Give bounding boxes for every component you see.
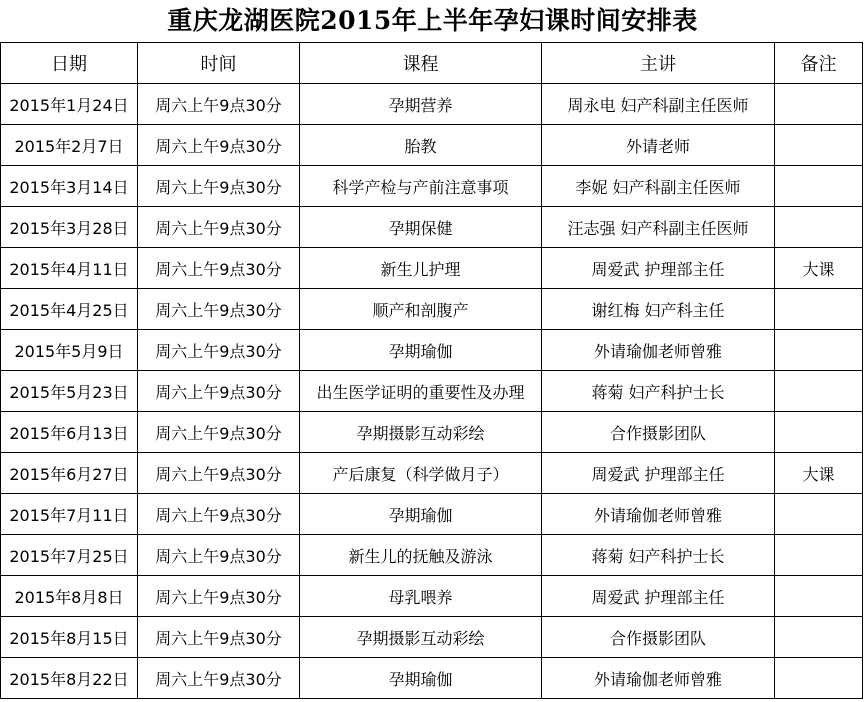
cell-note: [775, 658, 863, 699]
cell-date: 2015年4月25日: [1, 289, 138, 330]
table-row: [1, 207, 863, 248]
cell-date: 2015年7月25日: [1, 535, 138, 576]
cell-time: 周六上午9点30分: [138, 494, 300, 535]
cell-time: 周六上午9点30分: [138, 207, 300, 248]
table-row: [1, 248, 863, 289]
cell-note: [775, 207, 863, 248]
cell-time: 周六上午9点30分: [138, 371, 300, 412]
cell-speaker: 汪志强 妇产科副主任医师: [542, 207, 775, 248]
header-speaker: 主讲: [542, 43, 775, 84]
cell-speaker: 合作摄影团队: [542, 617, 775, 658]
cell-time: 周六上午9点30分: [138, 248, 300, 289]
cell-note: [775, 166, 863, 207]
table-row: [1, 453, 863, 494]
cell-date: 2015年1月24日: [1, 84, 138, 125]
cell-date: 2015年8月8日: [1, 576, 138, 617]
schedule-table: [0, 42, 863, 699]
cell-course: 新生儿的抚触及游泳: [300, 535, 542, 576]
cell-date: 2015年6月13日: [1, 412, 138, 453]
cell-course: 孕期瑜伽: [300, 658, 542, 699]
cell-speaker: 周永电 妇产科副主任医师: [542, 84, 775, 125]
cell-course: 孕期摄影互动彩绘: [300, 412, 542, 453]
header-course: 课程: [300, 43, 542, 84]
cell-note: [775, 617, 863, 658]
cell-note: [775, 371, 863, 412]
cell-date: 2015年5月23日: [1, 371, 138, 412]
cell-time: 周六上午9点30分: [138, 84, 300, 125]
cell-course: 新生儿护理: [300, 248, 542, 289]
cell-date: 2015年7月11日: [1, 494, 138, 535]
cell-course: 胎教: [300, 125, 542, 166]
cell-course: 孕期保健: [300, 207, 542, 248]
table-row: [1, 84, 863, 125]
cell-time: 周六上午9点30分: [138, 125, 300, 166]
cell-time: 周六上午9点30分: [138, 658, 300, 699]
cell-date: 2015年8月22日: [1, 658, 138, 699]
cell-time: 周六上午9点30分: [138, 412, 300, 453]
cell-time: 周六上午9点30分: [138, 166, 300, 207]
table-row: [1, 658, 863, 699]
table-row: [1, 166, 863, 207]
header-date: 日期: [1, 43, 138, 84]
cell-time: 周六上午9点30分: [138, 289, 300, 330]
table-row: [1, 371, 863, 412]
cell-note: [775, 330, 863, 371]
table-row: [1, 535, 863, 576]
cell-note: [775, 412, 863, 453]
table-row: [1, 494, 863, 535]
cell-time: 周六上午9点30分: [138, 576, 300, 617]
cell-date: 2015年3月14日: [1, 166, 138, 207]
cell-time: 周六上午9点30分: [138, 535, 300, 576]
cell-date: 2015年3月28日: [1, 207, 138, 248]
cell-speaker: 外请瑜伽老师曾雅: [542, 494, 775, 535]
header-time: 时间: [138, 43, 300, 84]
cell-speaker: 外请瑜伽老师曾雅: [542, 658, 775, 699]
cell-course: 孕期瑜伽: [300, 330, 542, 371]
cell-speaker: 周爱武 护理部主任: [542, 453, 775, 494]
cell-date: 2015年8月15日: [1, 617, 138, 658]
cell-course: 孕期瑜伽: [300, 494, 542, 535]
cell-note: 大课: [775, 453, 863, 494]
table-header-row: [1, 43, 863, 84]
header-note: 备注: [775, 43, 863, 84]
cell-course: 孕期营养: [300, 84, 542, 125]
cell-course: 出生医学证明的重要性及办理: [300, 371, 542, 412]
cell-date: 2015年6月27日: [1, 453, 138, 494]
cell-speaker: 蒋菊 妇产科护士长: [542, 535, 775, 576]
cell-note: [775, 289, 863, 330]
cell-note: 大课: [775, 248, 863, 289]
cell-note: [775, 535, 863, 576]
cell-time: 周六上午9点30分: [138, 453, 300, 494]
table-row: [1, 289, 863, 330]
cell-speaker: 外请老师: [542, 125, 775, 166]
cell-course: 产后康复（科学做月子）: [300, 453, 542, 494]
cell-note: [775, 494, 863, 535]
cell-speaker: 周爱武 护理部主任: [542, 248, 775, 289]
table-row: [1, 576, 863, 617]
cell-date: 2015年5月9日: [1, 330, 138, 371]
cell-course: 母乳喂养: [300, 576, 542, 617]
cell-speaker: 周爱武 护理部主任: [542, 576, 775, 617]
cell-note: [775, 125, 863, 166]
cell-course: 顺产和剖腹产: [300, 289, 542, 330]
cell-note: [775, 576, 863, 617]
cell-speaker: 外请瑜伽老师曾雅: [542, 330, 775, 371]
table-row: [1, 412, 863, 453]
cell-speaker: 谢红梅 妇产科主任: [542, 289, 775, 330]
cell-date: 2015年4月11日: [1, 248, 138, 289]
page-title: 重庆龙湖医院2015年上半年孕妇课时间安排表: [167, 6, 698, 35]
cell-course: 孕期摄影互动彩绘: [300, 617, 542, 658]
table-row: [1, 330, 863, 371]
cell-note: [775, 84, 863, 125]
cell-speaker: 蒋菊 妇产科护士长: [542, 371, 775, 412]
table-row: [1, 125, 863, 166]
table-row: [1, 617, 863, 658]
cell-speaker: 合作摄影团队: [542, 412, 775, 453]
cell-speaker: 李妮 妇产科副主任医师: [542, 166, 775, 207]
cell-course: 科学产检与产前注意事项: [300, 166, 542, 207]
cell-date: 2015年2月7日: [1, 125, 138, 166]
cell-time: 周六上午9点30分: [138, 617, 300, 658]
cell-time: 周六上午9点30分: [138, 330, 300, 371]
